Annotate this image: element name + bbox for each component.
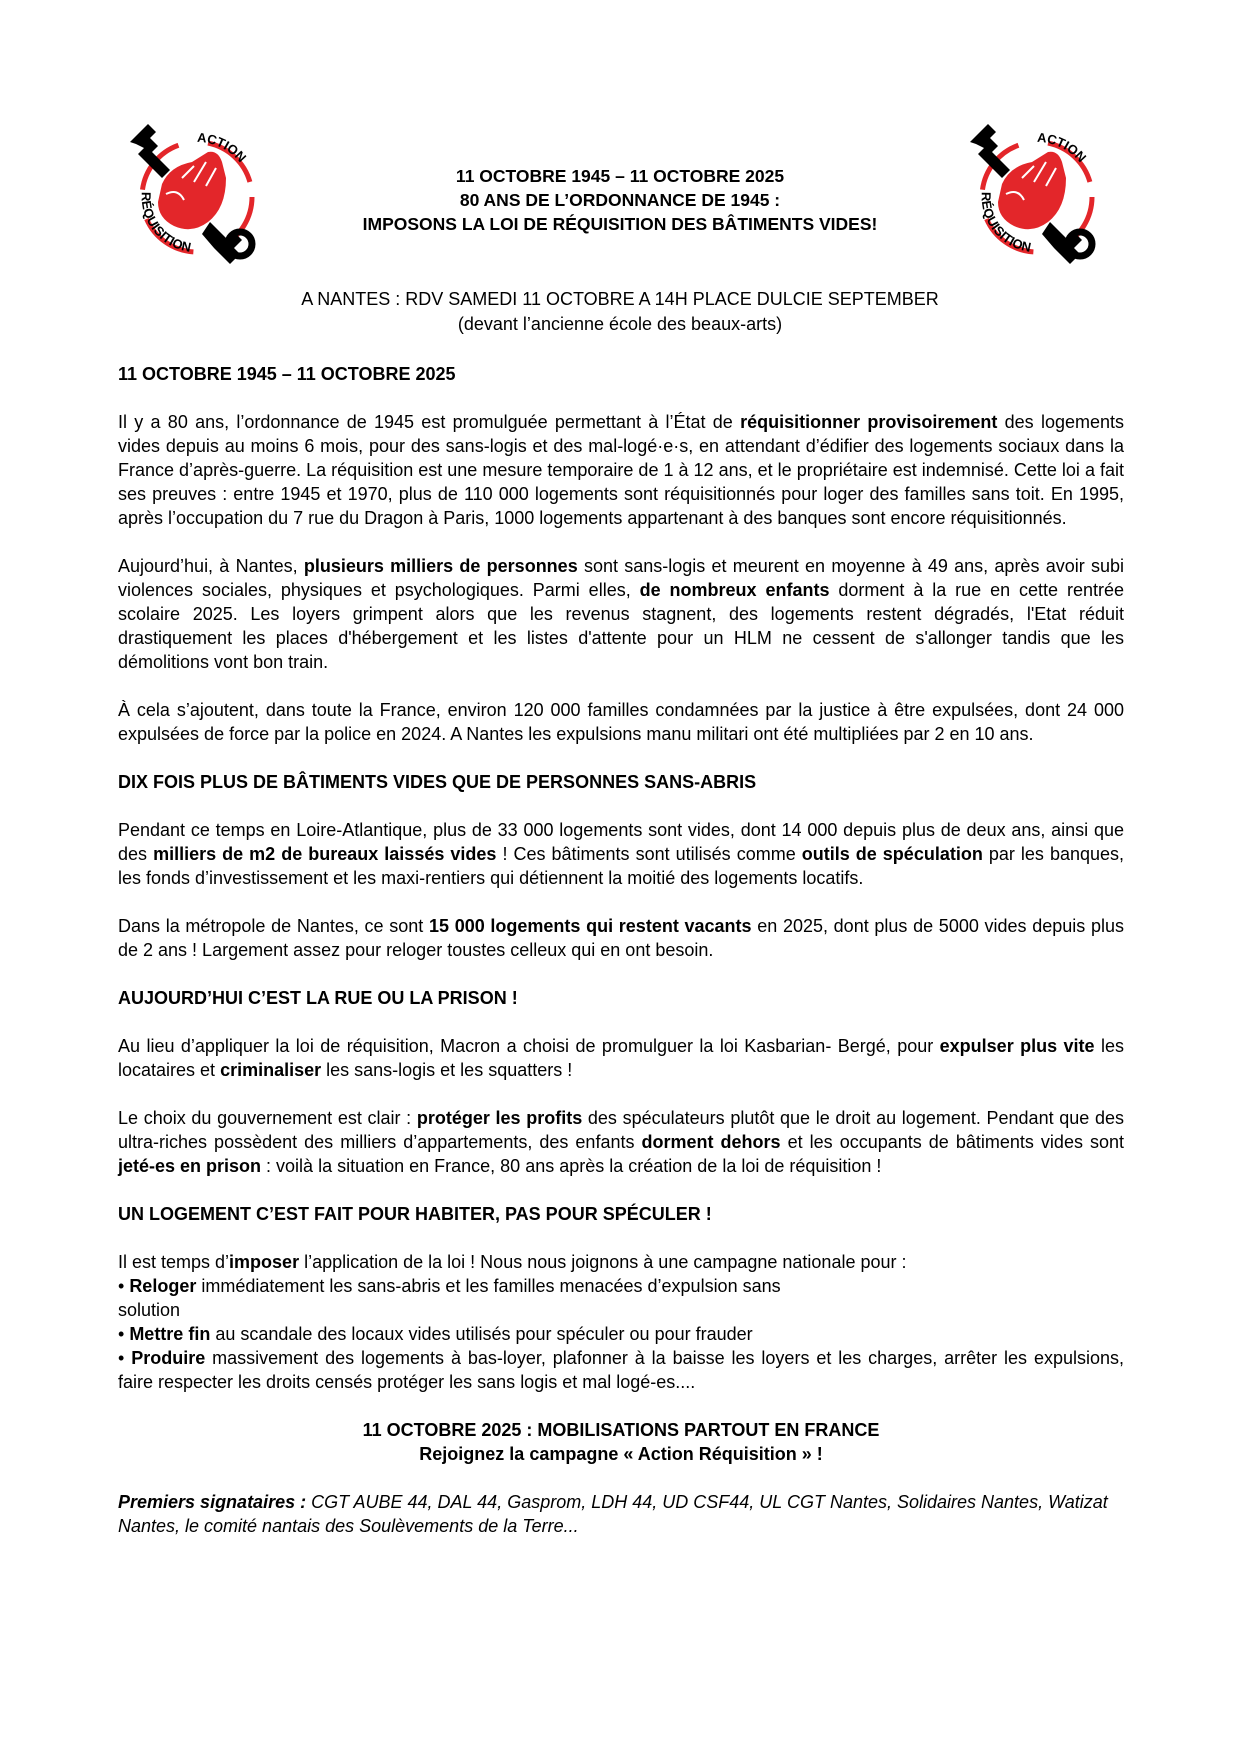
closing-call xyxy=(118,1418,1124,1466)
section-heading: AUJOURD’HUI C’EST LA RUE OU LA PRISON ! xyxy=(118,988,518,1008)
page-title xyxy=(280,164,960,236)
list-item: • Reloger immédiatement les sans-abris et les familles menacées d’expulsion sans xyxy=(118,1276,781,1296)
bullet-icon: • xyxy=(118,1324,130,1344)
bullet-icon: • xyxy=(118,1348,132,1368)
bullet-icon: • xyxy=(118,1276,130,1296)
paragraph-expulsions: À cela s’ajoutent, dans toute la France, environ 120 000 familles condamnées par la justice à être expulsées, dont 24 000 expulsées de force par la police en 2024. A Nantes les expulsions manu militari ont été multipliées par 2 en 10 ans. xyxy=(118,700,1124,744)
demands-intro: Il est temps d’imposer l’application de la loi ! Nous nous joignons à une campagne nationale pour : xyxy=(118,1252,907,1272)
event-location: A NANTES : RDV SAMEDI 11 OCTOBRE A 14H PLACE DULCIE SEPTEMBER xyxy=(301,289,939,309)
action-requisition-logo-icon xyxy=(962,122,1112,272)
list-item: • Mettre fin au scandale des locaux vides utilisés pour spéculer ou pour frauder xyxy=(118,1324,753,1344)
event-location-detail: (devant l’ancienne école des beaux-arts) xyxy=(457,314,783,334)
event-info xyxy=(200,287,1040,337)
signatories-label: Premiers signataires : xyxy=(118,1492,307,1512)
list-item-continuation: solution xyxy=(118,1300,181,1320)
paragraph-macron: Au lieu d’appliquer la loi de réquisition, Macron a choisi de promulguer la loi Kasbarian- Bergé, pour expulser plus vite les locataires et criminaliser les sans-logis et les squatters ! xyxy=(118,1036,1125,1080)
signatories-list: CGT AUBE 44, DAL 44, Gasprom, LDH 44, UD CSF44, UL CGT Nantes, Solidaires Nantes, Watizat Nantes, le comité nantais des Soulèvements de la Terre... xyxy=(118,1492,1108,1536)
closing-line-2: Rejoignez la campagne « Action Réquisition » ! xyxy=(419,1444,823,1464)
title-line-3: IMPOSONS LA LOI DE RÉQUISITION DES BÂTIMENTS VIDES! xyxy=(362,214,878,234)
list-item: • Produire massivement des logements à bas-loyer, plafonner à la baisse les loyers et les charges, arrêter les expulsions, faire respecter les droits censés protéger les sans logis et mal logé-es.... xyxy=(118,1348,1124,1392)
section-heading: DIX FOIS PLUS DE BÂTIMENTS VIDES QUE DE PERSONNES SANS-ABRIS xyxy=(118,772,757,792)
title-line-1: 11 OCTOBRE 1945 – 11 OCTOBRE 2025 xyxy=(455,166,785,186)
demands-list xyxy=(118,1250,1124,1394)
paragraph-history: Il y a 80 ans, l’ordonnance de 1945 est promulguée permettant à l’État de réquisitionner provisoirement des logements vides depuis au moins 6 mois, pour des sans-logis et des mal-logé·e·s, en attendant d’édifier des logements sociaux dans la France d’après-guerre. La réquisition est une mesure temporaire de 1 à 12 ans, et le propriétaire est indemnisé. Cette loi a fait ses preuves : entre 1945 et 1970, plus de 110 000 logements sont réquisitionnés pour loger des familles sans toit. En 1995, après l’occupation du 7 rue du Dragon à Paris, 1000 logements appartenant à des banques sont encore réquisitionnés. xyxy=(118,412,1124,528)
paragraph-government: Le choix du gouvernement est clair : protéger les profits des spéculateurs plutôt que le droit au logement. Pendant que des ultra-riches possèdent des milliers d’appartements, des enfants dorment dehors et les occupants de bâtiments vides sont jeté-es en prison : voilà la situation en France, 80 ans après la création de la loi de réquisition ! xyxy=(118,1108,1125,1176)
svg-text:ACTION: ACTION xyxy=(1036,129,1090,166)
title-line-2: 80 ANS DE L’ORDONNANCE DE 1945 : xyxy=(459,190,781,210)
svg-text:RÉQUISITION: RÉQUISITION xyxy=(978,191,1033,255)
signatories xyxy=(118,1490,1124,1538)
svg-text:ACTION: ACTION xyxy=(196,129,250,166)
closing-line-1: 11 OCTOBRE 2025 : MOBILISATIONS PARTOUT EN FRANCE xyxy=(362,1420,880,1440)
action-requisition-logo-icon xyxy=(122,122,272,272)
paragraph-loire-atlantique: Pendant ce temps en Loire-Atlantique, plus de 33 000 logements sont vides, dont 14 000 depuis plus de deux ans, ainsi que des milliers de m2 de bureaux laissés vides ! Ces bâtiments sont utilisés comme outils de spéculation par les banques, les fonds d’investissement et les maxi-rentiers qui détiennent la moitié des logements locatifs. xyxy=(118,820,1125,888)
document-body xyxy=(118,362,1124,1562)
paragraph-nantes-today: Aujourd’hui, à Nantes, plusieurs milliers de personnes sont sans-logis et meurent en moyenne à 49 ans, après avoir subi violences sociales, physiques et psychologiques. Parmi elles, de nombreux enfants dorment à la rue en cette rentrée scolaire 2025. Les loyers grimpent alors que les revenus stagnent, des logements restent dégradés, l'Etat réduit drastiquement les places d'hébergement et les listes d'attente pour un HLM ne cessent de s'allonger tandis que les démolitions vont bon train. xyxy=(118,556,1125,672)
section-heading: 11 OCTOBRE 1945 – 11 OCTOBRE 2025 xyxy=(118,364,456,384)
svg-text:RÉQUISITION: RÉQUISITION xyxy=(138,191,193,255)
section-heading: UN LOGEMENT C’EST FAIT POUR HABITER, PAS POUR SPÉCULER ! xyxy=(118,1204,712,1224)
paragraph-metropole: Dans la métropole de Nantes, ce sont 15 000 logements qui restent vacants en 2025, dont plus de 5000 vides depuis plus de 2 ans ! Largement assez pour reloger toustes celleux qui en ont besoin. xyxy=(118,916,1124,960)
